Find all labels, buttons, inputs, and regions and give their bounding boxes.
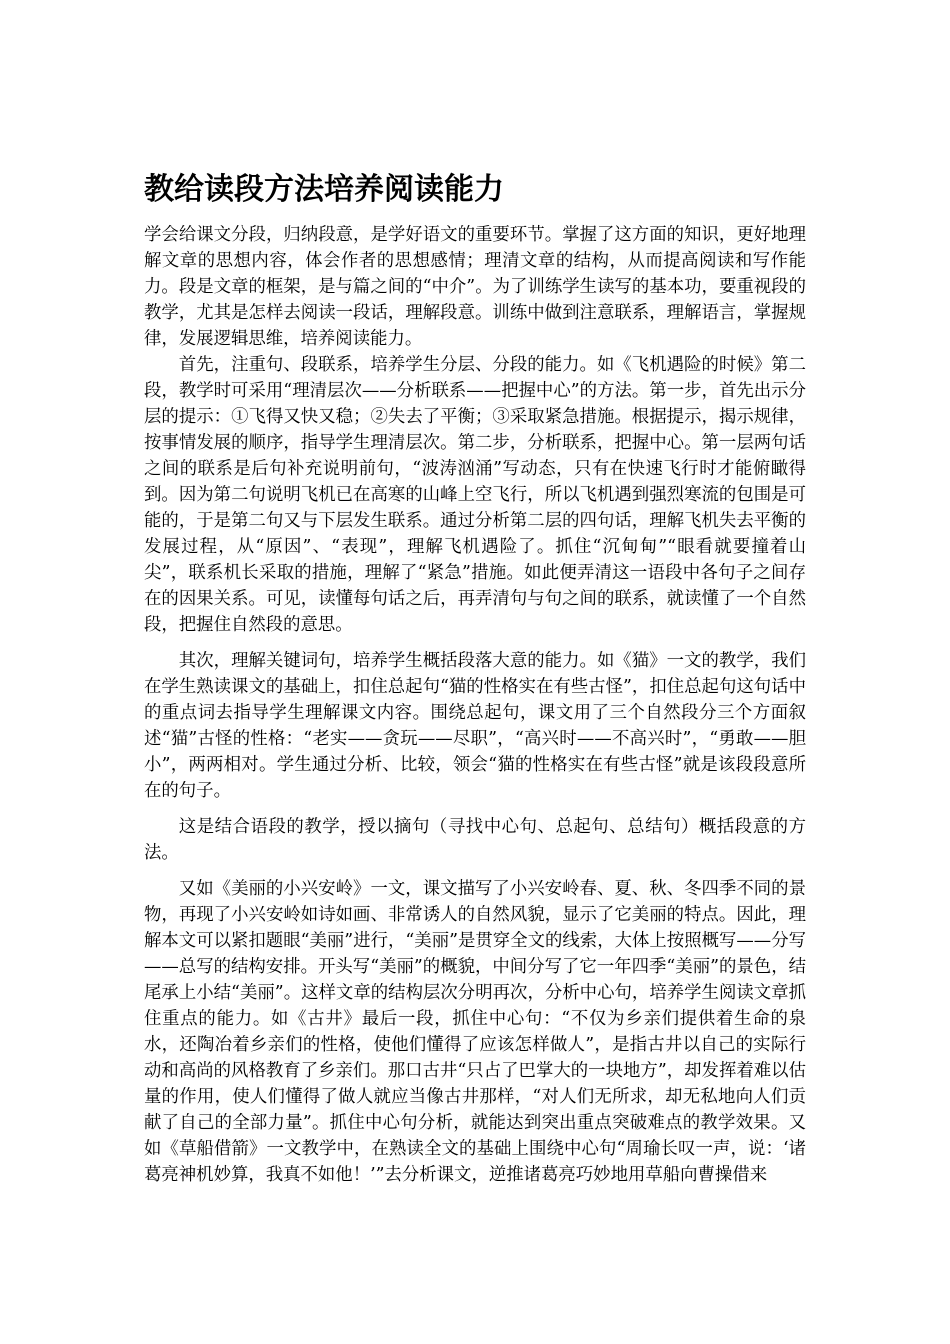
document-body	[144, 222, 806, 1188]
paragraph-second-point: 其次，理解关键词句，培养学生概括段落大意的能力。如《猫》一文的教学，我们在学生熟读课文的基础上，扣住总起句“猫的性格实在有些古怪”，扣住总起句这句话中的重点词去指导学生理解课文内容。围绕总起句，课文用了三个自然段分三个方面叙述“猫”古怪的性格：“老实——贪玩——尽职”，“高兴时——不高兴时”，“勇敢——胆小”，两两相对。学生通过分析、比较，领会“猫的性格实在有些古怪”就是该段段意所在的句子。	[144, 651, 806, 801]
paragraph-method-summary: 这是结合语段的教学，授以摘句（寻找中心句、总起句、总结句）概括段意的方法。	[144, 817, 806, 863]
document-title: 教给读段方法培养阅读能力	[144, 172, 504, 207]
paragraph-examples: 又如《美丽的小兴安岭》一文，课文描写了小兴安岭春、夏、秋、冬四季不同的景物，再现了小兴安岭如诗如画、非常诱人的自然风貌，显示了它美丽的特点。因此，理解本文可以紧扣题眼“美丽”进行，“美丽”是贯穿全文的线索，大体上按照概写——分写——总写的结构安排。开头写“美丽”的概貌，中间分写了它一年四季“美丽”的景色，结尾承上小结“美丽”。这样文章的结构层次分明再次，分析中心句，培养学生阅读文章抓住重点的能力。如《古井》最后一段，抓住中心句：“不仅为乡亲们提供着生命的泉水，还陶冶着乡亲们的性格，使他们懂得了应该怎样做人”，是指古井以自己的实际行动和高尚的风格教育了乡亲们。那口古井“只占了巴掌大的一块地方”，却发挥着难以估量的作用，使人们懂得了做人就应当像古井那样，“对人们无所求，却无私地向人们贡献了自己的全部力量”。抓住中心句分析，就能达到突出重点突破难点的教学效果。又如《草船借箭》一文教学中，在熟读全文的基础上围绕中心句“周瑜长叹一声，说：‘诸葛亮神机妙算，我真不如他！’”去分析课文，逆推诸葛亮巧妙地用草船向曹操借来	[144, 879, 806, 1185]
paragraph-first-point: 首先，注重句、段联系，培养学生分层、分段的能力。如《飞机遇险的时候》第二段，教学时可采用“理清层次——分析联系——把握中心”的方法。第一步，首先出示分层的提示：①飞得又快又稳；②失去了平衡；③采取紧急措施。根据提示，揭示规律，按事情发展的顺序，指导学生理清层次。第二步，分析联系，把握中心。第一层两句话之间的联系是后句补充说明前句，“波涛汹涌”写动态，只有在快速飞行时才能俯瞰得到。因为第二句说明飞机已在高寒的山峰上空飞行，所以飞机遇到强烈寒流的包围是可能的，于是第二句又与下层发生联系。通过分析第二层的四句话，理解飞机失去平衡的发展过程，从“原因”、“表现”，理解飞机遇险了。抓住“沉甸甸”“眼看就要撞着山尖”，联系机长采取的措施，理解了“紧急”措施。如此便弄清这一语段中各句子之间存在的因果关系。可见，读懂每句话之后，再弄清句与句之间的联系，就读懂了一个自然段，把握住自然段的意思。	[144, 355, 806, 635]
paragraph-intro: 学会给课文分段，归纳段意，是学好语文的重要环节。掌握了这方面的知识，更好地理解文章的思想内容，体会作者的思想感情；理清文章的结构，从而提高阅读和写作能力。段是文章的框架，是与篇之间的“中介”。为了训练学生读写的基本功，要重视段的教学，尤其是怎样去阅读一段话，理解段意。训练中做到注意联系，理解语言，掌握规律，发展逻辑思维，培养阅读能力。	[144, 225, 806, 349]
